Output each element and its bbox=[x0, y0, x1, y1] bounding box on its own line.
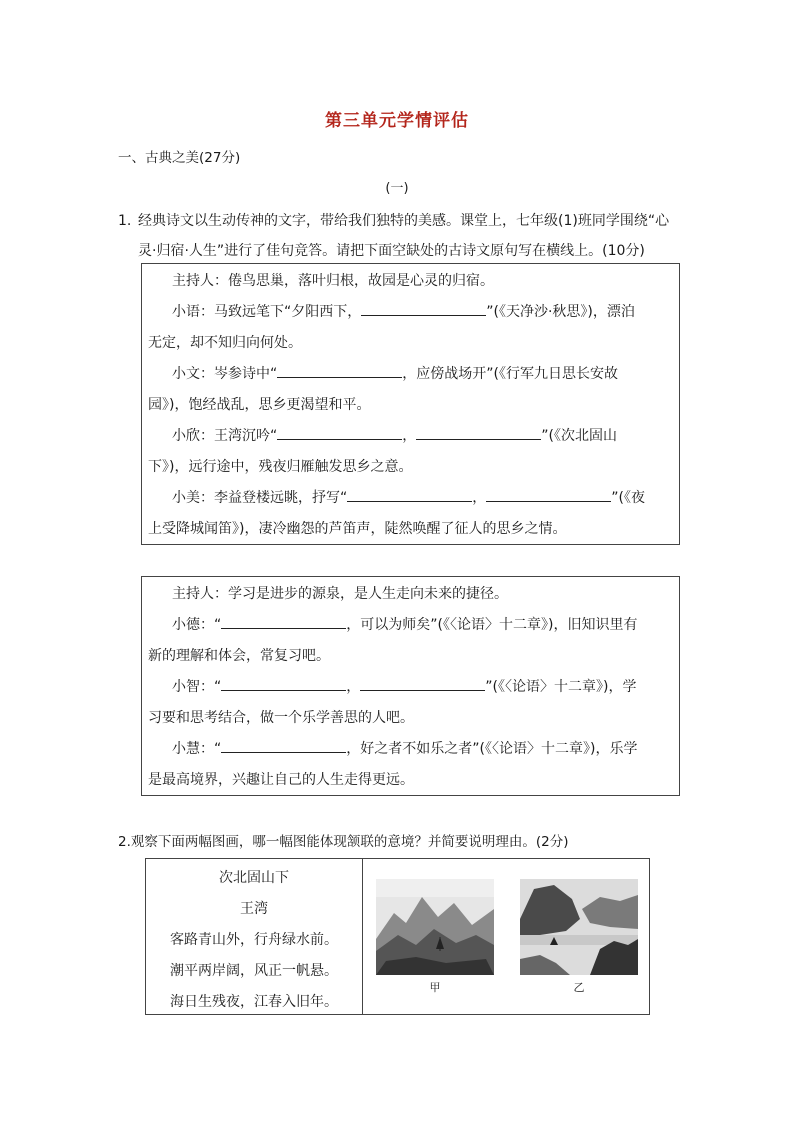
box1-para-host bbox=[148, 266, 674, 297]
box2-xiaohui-text-c: 是最高境界，兴趣让自己的人生走得更远。 bbox=[148, 772, 414, 788]
box2-xiaode-text-c: 新的理解和体会，常复习吧。 bbox=[148, 648, 330, 664]
fill-blank[interactable] bbox=[347, 485, 472, 502]
box1-xiaowen-text-a: 小文：岑参诗中“ bbox=[172, 366, 278, 382]
box1-host-line: 主持人：倦鸟思巢，落叶归根，故园是心灵的归宿。 bbox=[172, 273, 494, 289]
poem-line: 海日生残夜，江春入旧年。 bbox=[170, 994, 338, 1010]
box1-xiaoxin-text-a: 小欣：王湾沉吟“ bbox=[172, 428, 278, 444]
box1-xiaomei-text-a: 小美：李益登楼远眺，抒写“ bbox=[172, 490, 348, 506]
fill-blank[interactable] bbox=[486, 485, 611, 502]
box1-xiaowen-text-c: 园》)，饱经战乱，思乡更渴望和平。 bbox=[148, 397, 371, 413]
box2-xiaohui-text-b: ，好之者不如乐之者”(《〈论语〉十二章》)，乐学 bbox=[346, 741, 638, 757]
box1-para-xiaomei bbox=[148, 483, 674, 545]
page-title: 第三单元学情评估 bbox=[325, 111, 469, 131]
box2-xiaode-text-b: ，可以为师矣”(《〈论语〉十二章》)，旧知识里有 bbox=[346, 617, 638, 633]
box1-xiaoyu-text-a: 小语：马致远笔下“夕阳西下， bbox=[172, 304, 362, 320]
box1-para-xiaowen bbox=[148, 359, 674, 421]
fill-blank[interactable] bbox=[221, 736, 346, 753]
box1-xiaomei-text-d: 上受降城闻笛》)，凄冷幽怨的芦笛声，陡然唤醒了征人的思乡之情。 bbox=[148, 521, 567, 537]
answer-box-2 bbox=[141, 576, 680, 796]
box2-host-line: 主持人：学习是进步的源泉，是人生走向未来的捷径。 bbox=[172, 586, 508, 602]
subsection-heading: (一) bbox=[385, 181, 409, 196]
question-number: 1. bbox=[118, 213, 132, 229]
answer-box-1 bbox=[141, 263, 680, 545]
question-1 bbox=[118, 206, 678, 266]
fill-blank[interactable] bbox=[221, 674, 346, 691]
image-caption: 乙 bbox=[573, 981, 585, 994]
landscape-painting-yi bbox=[520, 879, 638, 975]
box2-para-xiaohui bbox=[148, 734, 674, 796]
box2-xiaozhi-text-c: ”(《〈论语〉十二章》)，学 bbox=[485, 679, 637, 695]
table-divider bbox=[362, 859, 363, 1014]
poem-image-table bbox=[145, 858, 650, 1015]
fill-blank[interactable] bbox=[277, 423, 402, 440]
fill-blank[interactable] bbox=[221, 612, 346, 629]
question-1-line1: 经典诗文以生动传神的文字，带给我们独特的美感。课堂上，七年级(1)班同学围绕“心 bbox=[138, 213, 670, 229]
box1-para-xiaoyu bbox=[148, 297, 674, 359]
section-heading: 一、古典之美(27分) bbox=[118, 150, 241, 166]
box2-xiaozhi-text-a: 小智：“ bbox=[172, 679, 222, 695]
box1-xiaoxin-text-c: ”(《次北固山 bbox=[541, 428, 617, 444]
box1-xiaomei-text-b: ， bbox=[472, 490, 487, 506]
fill-blank[interactable] bbox=[416, 423, 541, 440]
poem-line: 客路青山外，行舟绿水前。 bbox=[170, 932, 338, 948]
box1-xiaoyu-text-b: ”(《天净沙·秋思》)，漂泊 bbox=[486, 304, 635, 320]
box2-para-xiaozhi bbox=[148, 672, 674, 734]
box1-para-xiaoxin bbox=[148, 421, 674, 483]
box2-xiaozhi-text-d: 习要和思考结合，做一个乐学善思的人吧。 bbox=[148, 710, 414, 726]
landscape-painting-jia bbox=[376, 879, 494, 975]
fill-blank[interactable] bbox=[361, 299, 486, 316]
question-2: 2.观察下面两幅图画，哪一幅图能体现颔联的意境？并简要说明理由。(2分) bbox=[118, 834, 569, 850]
box2-xiaozhi-text-b: ， bbox=[346, 679, 361, 695]
box1-xiaoyu-text-c: 无定，却不知归向何处。 bbox=[148, 335, 302, 351]
box1-xiaoxin-text-b: ， bbox=[402, 428, 417, 444]
question-1-line2: 灵·归宿·人生”进行了佳句竞答。请把下面空缺处的古诗文原句写在横线上。(10分) bbox=[138, 243, 645, 259]
box2-xiaode-text-a: 小德：“ bbox=[172, 617, 222, 633]
poem-title: 次北固山下 bbox=[219, 870, 289, 886]
box1-xiaomei-text-c: ”(《夜 bbox=[611, 490, 645, 506]
box2-para-xiaode bbox=[148, 610, 674, 672]
box1-xiaoxin-text-d: 下》)，远行途中，残夜归雁触发思乡之意。 bbox=[148, 459, 413, 475]
box2-para-host bbox=[148, 579, 674, 610]
box1-xiaowen-text-b: ，应傍战场开”(《行军九日思长安故 bbox=[402, 366, 618, 382]
image-caption: 甲 bbox=[429, 981, 441, 994]
fill-blank[interactable] bbox=[277, 361, 402, 378]
box2-xiaohui-text-a: 小慧：“ bbox=[172, 741, 222, 757]
fill-blank[interactable] bbox=[360, 674, 485, 691]
poem-line: 潮平两岸阔，风正一帆悬。 bbox=[170, 963, 338, 979]
poem-author: 王湾 bbox=[240, 901, 268, 917]
